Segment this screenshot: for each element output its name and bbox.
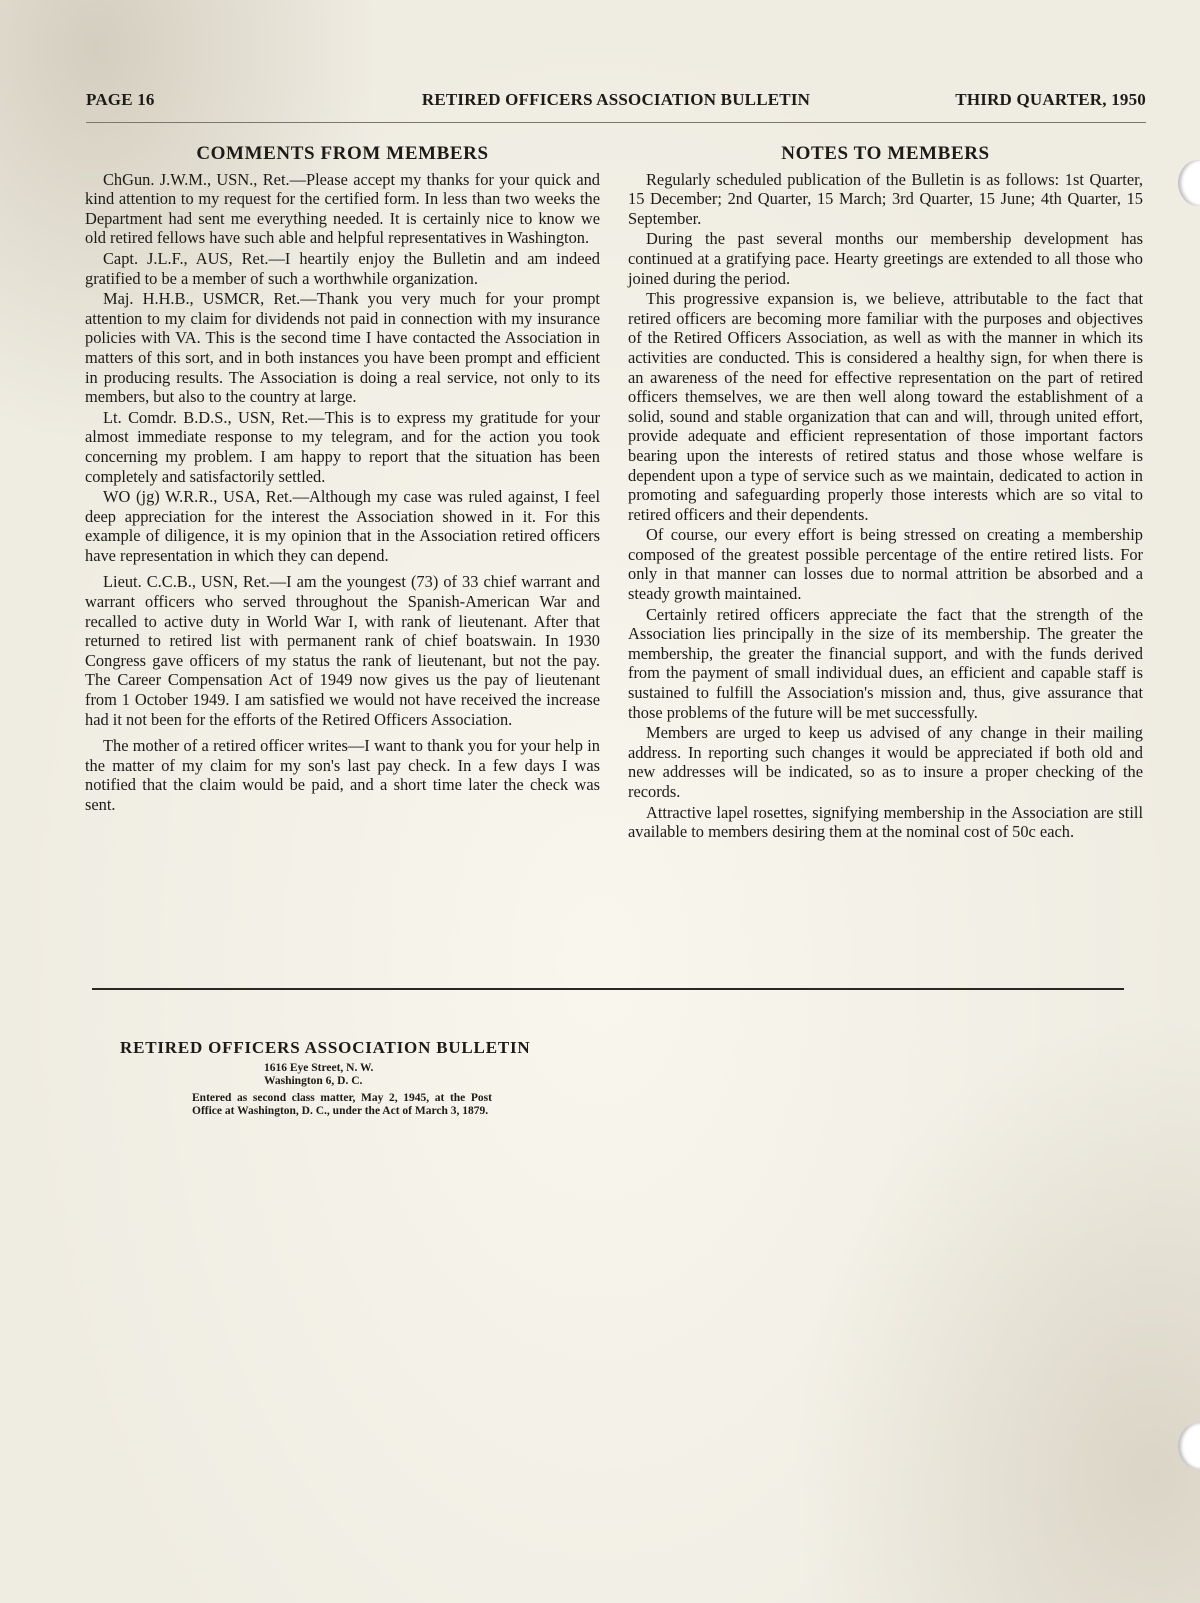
note-paragraph: Certainly retired officers appreciate the fact that the strength of the Association lies principally in the size of its membership. The greater the membership, the greater the financial support, and with the funds derived from the payment of small individual dues, an efficient and capable staff is sustained to fulfill the Association's mission and, thus, give assurance that those problems of the future will be met successfully.	[628, 604, 1143, 722]
comment-paragraph: Maj. H.H.B., USMCR, Ret.—Thank you very much for your prompt attention to my claim for dividends not paid in connection with my insurance policies with VA. This is the second time I have contacted the Association in matters of this sort, and in both instances you have been prompt and efficient in producing results. The Association is doing a real service, not only to its members, but also to the country at large.	[85, 289, 600, 407]
comment-paragraph: The mother of a retired officer writes—I want to thank you for your help in the matter of my claim for my son's last pay check. In a few days I was notified that the claim would be paid, and a short time later the check was sent.	[85, 736, 600, 814]
address-city: Washington 6, D. C.	[264, 1075, 363, 1087]
page-number: PAGE 16	[86, 90, 155, 109]
note-paragraph: Members are urged to keep us advised of any change in their mailing address. In reporting such changes it would be appreciated if both old and new addresses will be indicated, so as to insure a proper checking of the records.	[628, 723, 1143, 801]
note-paragraph: During the past several months our membership development has continued at a gratifying pace. Hearty greetings are extended to all those who joined during the period.	[628, 229, 1143, 288]
masthead-address	[264, 1062, 590, 1088]
comment-paragraph: WO (jg) W.R.R., USA, Ret.—Although my case was ruled against, I feel deep appreciation for the interest the Association showed in it. For this example of diligence, it is my opinion that in the Association retired officers have representation in which they can depend.	[85, 487, 600, 565]
comments-heading: COMMENTS FROM MEMBERS	[196, 143, 489, 164]
comments-column	[85, 144, 600, 816]
divider-gap	[1124, 988, 1142, 990]
notes-column	[628, 144, 1143, 843]
note-paragraph: Attractive lapel rosettes, signifying membership in the Association are still available to members desiring them at the nominal cost of 50c each.	[628, 802, 1143, 842]
binder-hole-bottom	[1178, 1423, 1200, 1469]
binder-hole-top	[1178, 160, 1200, 206]
comment-paragraph: ChGun. J.W.M., USN., Ret.—Please accept my thanks for your quick and kind attention to my request for the certified form. In less than two weeks the Department had sent me everything needed. It is certainly nice to know we old retired fellows have such able and helpful representatives in Washington.	[85, 169, 600, 248]
note-paragraph: This progressive expansion is, we believe, attributable to the fact that retired officers are becoming more familiar with the purposes and objectives of the Retired Officers Association, as well as with the manner in which its activities are conducted. This is considered a healthy sign, for when there is an awareness of the need for effective representation on the part of retired officers themselves, we are then well along toward the establishment of a solid, sound and stable organization that can and will, through united effort, provide adequate and efficient representation of those important factors bearing upon the interests of retired status and those whose welfare is dependent upon a type of service such as we maintain, dedicated to action in promoting and safeguarding properly those interests which are so vital to retired officers and their dependents.	[628, 289, 1143, 524]
comment-paragraph: Lt. Comdr. B.D.S., USN, Ret.—This is to express my gratitude for your almost immediate response to my telegram, and for the action you took concerning my problem. I am happy to report that the situation has been completely and satisfactorily settled.	[85, 407, 600, 486]
comment-paragraph: Capt. J.L.F., AUS, Ret.—I heartily enjoy the Bulletin and am indeed gratified to be a member of such a worthwhile organization.	[85, 248, 600, 288]
comment-paragraph: Lieut. C.C.B., USN, Ret.—I am the youngest (73) of 33 chief warrant and warrant officers who served throughout the Spanish-American War and recalled to active duty in World War I, with rank of lieutenant. After that returned to retired list with permanent rank of chief boatswain. In 1930 Congress gave officers of my status the rank of lieutenant, but not the pay. The Career Compensation Act of 1949 now gives us the pay of lieutenant from 1 October 1949. I am satisfied we would not have received the increase had it not been for the efforts of the Retired Officers Association.	[85, 572, 600, 729]
footer-divider	[92, 988, 1142, 990]
masthead	[120, 1038, 590, 1118]
publication-title: RETIRED OFFICERS ASSOCIATION BULLETIN	[421, 90, 811, 109]
postal-entry-notice: Entered as second class matter, May 2, 1945, at the Post Office at Washington, D. C., under the Act of March 3, 1879.	[192, 1092, 492, 1117]
notes-heading: NOTES TO MEMBERS	[781, 143, 990, 164]
note-paragraph: Of course, our every effort is being stressed on creating a membership composed of the greatest possible percentage of the entire retired lists. For only in that manner can losses due to normal attrition be absorbed and a steady growth maintained.	[628, 525, 1143, 604]
address-street: 1616 Eye Street, N. W.	[264, 1062, 374, 1074]
running-header	[86, 90, 1146, 114]
masthead-title: RETIRED OFFICERS ASSOCIATION BULLETIN	[120, 1038, 531, 1057]
header-divider	[86, 122, 1146, 123]
note-paragraph: Regularly scheduled publication of the Bulletin is as follows: 1st Quarter, 15 December; 2nd Quarter, 15 March; 3rd Quarter, 15 June; 4th Quarter, 15 September.	[628, 169, 1143, 228]
issue-date: THIRD QUARTER, 1950	[955, 90, 1146, 109]
